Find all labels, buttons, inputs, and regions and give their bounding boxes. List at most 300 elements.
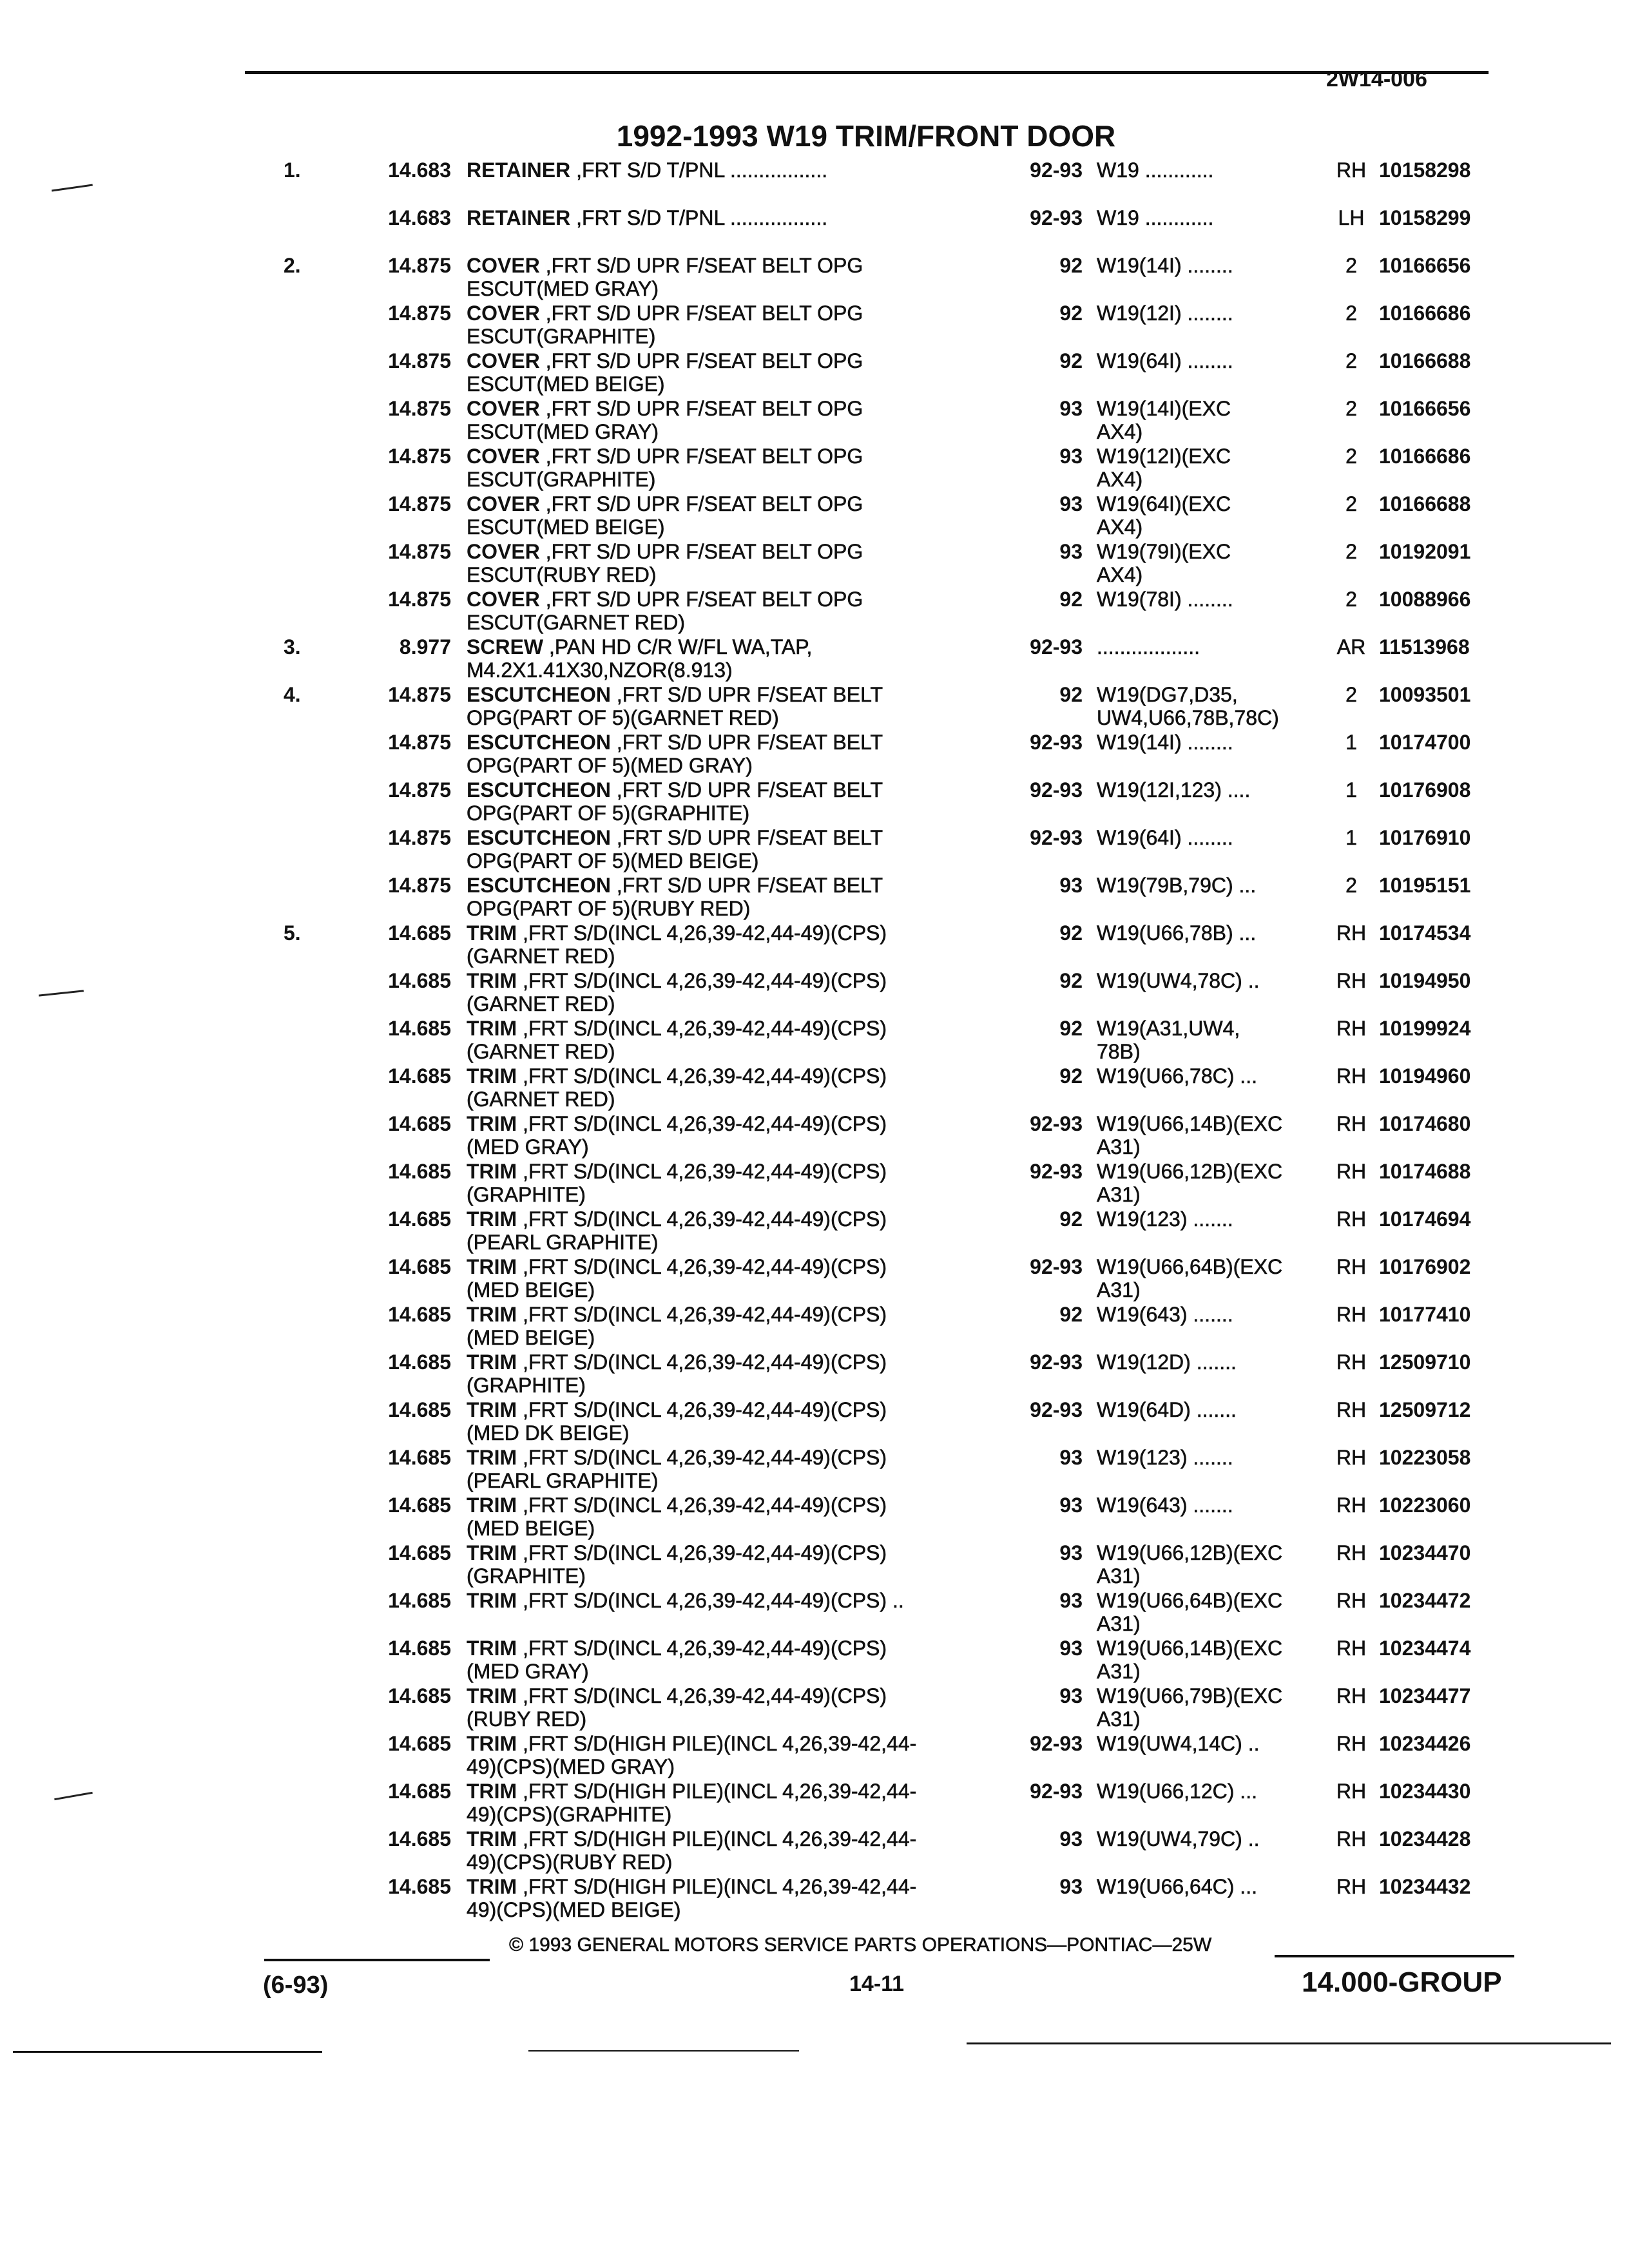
part-detail-cont: (GARNET RED) [467, 1040, 615, 1063]
part-detail: ,FRT S/D(INCL 4,26,39-42,44-49)(CPS) [517, 1255, 887, 1278]
part-detail-cont: (GARNET RED) [467, 1088, 615, 1111]
model-code [1097, 778, 1329, 802]
model-year: 92 [1059, 969, 1083, 992]
part-detail: ,FRT S/D(INCL 4,26,39-42,44-49)(CPS) [517, 1350, 887, 1374]
quantity: RH [1336, 921, 1367, 945]
part-name: COVER [467, 349, 540, 372]
group-number: 14.685 [388, 969, 451, 992]
margin-mark [39, 990, 84, 996]
page-code: 2W14-006 [1326, 67, 1427, 91]
quantity: RH [1336, 1255, 1367, 1278]
model-line-cont: 78B) [1097, 1040, 1141, 1063]
part-row [284, 874, 1508, 921]
group-number: 14.875 [388, 874, 451, 897]
part-detail-cont: ESCUT(MED GRAY) [467, 277, 659, 300]
part-row [284, 1684, 1508, 1732]
model-year: 93 [1059, 1494, 1083, 1517]
group-number: 14.685 [388, 1827, 451, 1850]
part-name: TRIM [467, 969, 517, 992]
part-name: TRIM [467, 1875, 517, 1898]
part-name: ESCUTCHEON [467, 826, 612, 849]
part-number: 12509710 [1379, 1350, 1471, 1374]
part-detail: ,PAN HD C/R W/FL WA,TAP, [543, 635, 813, 658]
part-detail-cont: (GARNET RED) [467, 992, 615, 1015]
part-row [284, 159, 1508, 206]
part-detail-cont: (GARNET RED) [467, 945, 615, 968]
quantity: RH [1336, 1112, 1367, 1135]
part-detail-cont: OPG(PART OF 5)(MED GRAY) [467, 754, 753, 777]
part-detail: ,FRT S/D(INCL 4,26,39-42,44-49)(CPS) [517, 1494, 887, 1517]
margin-mark [54, 1792, 93, 1800]
group-number: 14.875 [388, 731, 451, 754]
quantity: RH [1336, 969, 1367, 992]
part-detail: ,FRT S/D(INCL 4,26,39-42,44-49)(CPS) [517, 921, 887, 945]
part-detail: ,FRT S/D(HIGH PILE)(INCL 4,26,39-42,44- [517, 1732, 917, 1755]
part-detail: ,FRT S/D UPR F/SEAT BELT OPG [539, 397, 863, 420]
part-detail: ,FRT S/D UPR F/SEAT BELT [611, 778, 883, 802]
part-name: TRIM [467, 1494, 517, 1517]
model-code [1097, 1017, 1329, 1063]
model-code [1097, 349, 1329, 372]
quantity: 2 [1345, 874, 1357, 897]
model-line: W19(U66,14B)(EXC [1097, 1637, 1283, 1660]
part-row [284, 1207, 1508, 1255]
group-number: 14.875 [388, 826, 451, 849]
model-year: 93 [1059, 1637, 1083, 1660]
part-row [284, 1589, 1508, 1637]
part-detail-cont: ESCUT(MED BEIGE) [467, 515, 665, 539]
part-name: COVER [467, 302, 540, 325]
quantity: RH [1336, 159, 1367, 182]
model-code [1097, 1446, 1329, 1469]
ref-number: 3. [284, 635, 301, 658]
part-row [284, 1827, 1508, 1875]
model-line: W19(64I) ........ [1097, 349, 1233, 372]
part-detail: ,FRT S/D UPR F/SEAT BELT [611, 874, 883, 897]
model-line-cont: A31) [1097, 1660, 1141, 1683]
part-number: 10234470 [1379, 1541, 1471, 1564]
ref-number: 4. [284, 683, 301, 706]
part-detail-cont: ESCUT(GRAPHITE) [467, 325, 656, 348]
part-name: RETAINER [467, 206, 571, 229]
group-number: 14.685 [388, 1207, 451, 1231]
model-line-cont: AX4) [1097, 468, 1143, 491]
part-name: TRIM [467, 1637, 517, 1660]
model-code [1097, 1160, 1329, 1206]
part-row [284, 1255, 1508, 1303]
part-row [284, 1112, 1508, 1160]
part-name: TRIM [467, 1398, 517, 1421]
quantity: RH [1336, 1160, 1367, 1183]
part-detail-cont: (MED BEIGE) [467, 1326, 595, 1349]
model-year: 92-93 [1030, 1398, 1083, 1421]
group-number: 14.685 [388, 921, 451, 945]
part-number: 10174694 [1379, 1207, 1471, 1231]
model-line: W19(79B,79C) ... [1097, 874, 1257, 897]
part-number: 10234426 [1379, 1732, 1471, 1755]
model-line-cont: AX4) [1097, 515, 1143, 539]
model-line: W19(UW4,79C) .. [1097, 1827, 1260, 1850]
ref-number: 2. [284, 254, 301, 277]
part-name: COVER [467, 540, 540, 563]
model-year: 93 [1059, 1541, 1083, 1564]
group-number: 14.685 [388, 1494, 451, 1517]
model-line: W19 ............ [1097, 159, 1214, 182]
part-detail-cont: ESCUT(MED GRAY) [467, 420, 659, 443]
part-row [284, 302, 1508, 349]
model-code [1097, 254, 1329, 277]
model-year: 93 [1059, 1875, 1083, 1898]
part-detail: ,FRT S/D(INCL 4,26,39-42,44-49)(CPS) [517, 1303, 887, 1326]
model-year: 93 [1059, 874, 1083, 897]
part-detail: ,FRT S/D UPR F/SEAT BELT OPG [539, 349, 863, 372]
part-detail: ,FRT S/D(INCL 4,26,39-42,44-49)(CPS) [517, 1637, 887, 1660]
model-line: W19(DG7,D35, [1097, 683, 1238, 706]
model-line: W19(U66,78B) ... [1097, 921, 1257, 945]
model-line-cont: A31) [1097, 1135, 1141, 1158]
part-name: TRIM [467, 1732, 517, 1755]
quantity: RH [1336, 1589, 1367, 1612]
part-detail-cont: OPG(PART OF 5)(RUBY RED) [467, 897, 751, 920]
part-detail-cont: (MED GRAY) [467, 1660, 589, 1683]
group-number: 14.685 [388, 1255, 451, 1278]
model-year: 92-93 [1030, 1732, 1083, 1755]
group-number: 14.685 [388, 1112, 451, 1135]
part-number: 10176910 [1379, 826, 1471, 849]
part-detail-cont: ESCUT(GRAPHITE) [467, 468, 656, 491]
model-code [1097, 1350, 1329, 1374]
model-year: 92-93 [1030, 159, 1083, 182]
group-number: 14.685 [388, 1684, 451, 1707]
quantity: RH [1336, 1494, 1367, 1517]
model-line: W19(14I)(EXC [1097, 397, 1231, 420]
ref-number: 5. [284, 921, 301, 945]
part-row [284, 1064, 1508, 1112]
model-line: W19(U66,14B)(EXC [1097, 1112, 1283, 1135]
quantity: 1 [1345, 731, 1357, 754]
model-year: 93 [1059, 1827, 1083, 1850]
model-code [1097, 1827, 1329, 1850]
part-detail: ,FRT S/D UPR F/SEAT BELT OPG [539, 492, 863, 515]
bottom-rule [13, 2051, 322, 2053]
part-detail: ,FRT S/D UPR F/SEAT BELT OPG [539, 540, 863, 563]
model-year: 92-93 [1030, 635, 1083, 658]
group-number: 14.685 [388, 1780, 451, 1803]
model-code [1097, 1494, 1329, 1517]
part-number: 10166688 [1379, 492, 1471, 515]
model-code [1097, 683, 1329, 729]
part-row [284, 206, 1508, 254]
part-detail: ,FRT S/D(HIGH PILE)(INCL 4,26,39-42,44- [517, 1875, 917, 1898]
part-name: TRIM [467, 1446, 517, 1469]
model-line: W19(UW4,78C) .. [1097, 969, 1260, 992]
part-row [284, 540, 1508, 588]
part-detail-cont: (GRAPHITE) [467, 1564, 586, 1588]
quantity: 2 [1345, 445, 1357, 468]
part-name: TRIM [467, 1303, 517, 1326]
part-row [284, 683, 1508, 731]
model-code [1097, 1684, 1329, 1731]
quantity: AR [1336, 635, 1366, 658]
part-detail-cont: (MED BEIGE) [467, 1517, 595, 1540]
part-row [284, 349, 1508, 397]
quantity: RH [1336, 1398, 1367, 1421]
quantity: RH [1336, 1780, 1367, 1803]
part-number: 10166686 [1379, 302, 1471, 325]
model-year: 92 [1059, 254, 1083, 277]
group-label: 14.000-GROUP [1302, 1966, 1502, 1998]
part-name: TRIM [467, 1064, 517, 1088]
model-line-cont: A31) [1097, 1612, 1141, 1635]
ref-number: 1. [284, 159, 301, 182]
group-number: 14.685 [388, 1541, 451, 1564]
part-name: SCREW [467, 635, 544, 658]
model-code [1097, 1112, 1329, 1158]
part-row [284, 731, 1508, 778]
model-year: 92-93 [1030, 1112, 1083, 1135]
part-name: TRIM [467, 1780, 517, 1803]
model-line: W19(79I)(EXC [1097, 540, 1231, 563]
part-detail: ,FRT S/D UPR F/SEAT BELT [611, 683, 883, 706]
part-row [284, 445, 1508, 492]
part-name: TRIM [467, 1207, 517, 1231]
part-detail-cont: 49)(CPS)(MED BEIGE) [467, 1898, 681, 1921]
part-detail: ,FRT S/D(INCL 4,26,39-42,44-49)(CPS) [517, 1541, 887, 1564]
model-code [1097, 874, 1329, 897]
quantity: RH [1336, 1827, 1367, 1850]
part-detail-cont: 49)(CPS)(MED GRAY) [467, 1755, 675, 1778]
part-row [284, 826, 1508, 874]
part-name: TRIM [467, 1350, 517, 1374]
part-number: 10174680 [1379, 1112, 1471, 1135]
part-name: TRIM [467, 1684, 517, 1707]
model-line: W19(U66,78C) ... [1097, 1064, 1257, 1088]
part-row [284, 921, 1508, 969]
model-year: 92 [1059, 1017, 1083, 1040]
part-detail-cont: (GRAPHITE) [467, 1183, 586, 1206]
quantity: 2 [1345, 683, 1357, 706]
model-year: 92-93 [1030, 1350, 1083, 1374]
model-line: W19(14I) ........ [1097, 254, 1233, 277]
part-number: 10234428 [1379, 1827, 1471, 1850]
part-detail: ,FRT S/D(INCL 4,26,39-42,44-49)(CPS) [517, 1112, 887, 1135]
model-line-cont: AX4) [1097, 420, 1143, 443]
part-detail: ,FRT S/D UPR F/SEAT BELT OPG [539, 302, 863, 325]
group-number: 14.875 [388, 683, 451, 706]
part-row [284, 1160, 1508, 1207]
quantity: RH [1336, 1446, 1367, 1469]
part-detail: ,FRT S/D(HIGH PILE)(INCL 4,26,39-42,44- [517, 1780, 917, 1803]
model-line-cont: A31) [1097, 1707, 1141, 1731]
part-detail-cont: (PEARL GRAPHITE) [467, 1469, 659, 1492]
part-number: 10223060 [1379, 1494, 1471, 1517]
quantity: RH [1336, 1637, 1367, 1660]
quantity: 1 [1345, 778, 1357, 802]
part-name: TRIM [467, 1589, 517, 1612]
part-number: 10176902 [1379, 1255, 1471, 1278]
group-number: 14.875 [388, 349, 451, 372]
part-name: COVER [467, 492, 540, 515]
model-code [1097, 1637, 1329, 1683]
quantity: 2 [1345, 302, 1357, 325]
part-detail: ,FRT S/D(INCL 4,26,39-42,44-49)(CPS) [517, 1446, 887, 1469]
part-detail: ,FRT S/D(INCL 4,26,39-42,44-49)(CPS) [517, 969, 887, 992]
part-row [284, 1637, 1508, 1684]
part-row [284, 1875, 1508, 1923]
model-line: W19(U66,12C) ... [1097, 1780, 1257, 1803]
part-detail: ,FRT S/D UPR F/SEAT BELT [611, 731, 883, 754]
group-number: 14.683 [388, 206, 451, 229]
model-line: W19(64I)(EXC [1097, 492, 1231, 515]
group-number: 14.875 [388, 588, 451, 611]
group-number: 14.685 [388, 1398, 451, 1421]
model-year: 92 [1059, 921, 1083, 945]
part-number: 10174700 [1379, 731, 1471, 754]
model-code [1097, 1303, 1329, 1326]
part-number: 10158299 [1379, 206, 1471, 229]
part-name: TRIM [467, 1160, 517, 1183]
part-number: 10234472 [1379, 1589, 1471, 1612]
model-year: 92-93 [1030, 1160, 1083, 1183]
part-number: 10194950 [1379, 969, 1471, 992]
part-name: COVER [467, 445, 540, 468]
part-number: 11513968 [1379, 635, 1470, 658]
model-code [1097, 1255, 1329, 1302]
model-line-cont: A31) [1097, 1183, 1141, 1206]
part-row [284, 1780, 1508, 1827]
part-name: ESCUTCHEON [467, 731, 612, 754]
part-detail-cont: 49)(CPS)(RUBY RED) [467, 1850, 673, 1874]
part-detail: ,FRT S/D(HIGH PILE)(INCL 4,26,39-42,44- [517, 1827, 917, 1850]
part-detail: ,FRT S/D(INCL 4,26,39-42,44-49)(CPS) [517, 1160, 887, 1183]
model-year: 92 [1059, 349, 1083, 372]
model-line: W19(64I) ........ [1097, 826, 1233, 849]
part-number: 10166688 [1379, 349, 1471, 372]
part-number: 10194960 [1379, 1064, 1471, 1088]
quantity: LH [1338, 206, 1365, 229]
part-name: COVER [467, 397, 540, 420]
part-row [284, 969, 1508, 1017]
part-name: ESCUTCHEON [467, 874, 612, 897]
group-number: 14.685 [388, 1303, 451, 1326]
part-detail: ,FRT S/D(INCL 4,26,39-42,44-49)(CPS) [517, 1207, 887, 1231]
part-row [284, 588, 1508, 635]
quantity: RH [1336, 1303, 1367, 1326]
quantity: 1 [1345, 826, 1357, 849]
group-number: 14.685 [388, 1160, 451, 1183]
model-line: W19(12D) ....... [1097, 1350, 1237, 1374]
model-line: W19(U66,12B)(EXC [1097, 1541, 1283, 1564]
part-number: 10234430 [1379, 1780, 1471, 1803]
model-line-cont: UW4,U66,78B,78C) [1097, 706, 1279, 729]
part-name: TRIM [467, 1827, 517, 1850]
part-name: TRIM [467, 1541, 517, 1564]
part-number: 10174688 [1379, 1160, 1471, 1183]
model-code [1097, 1064, 1329, 1088]
model-year: 92-93 [1030, 826, 1083, 849]
quantity: 2 [1345, 254, 1357, 277]
model-year: 92-93 [1030, 731, 1083, 754]
quantity: 2 [1345, 492, 1357, 515]
part-number: 10176908 [1379, 778, 1471, 802]
part-detail-cont: (PEARL GRAPHITE) [467, 1231, 659, 1254]
part-number: 10195151 [1379, 874, 1471, 897]
group-number: 14.875 [388, 492, 451, 515]
part-detail-cont: OPG(PART OF 5)(MED BEIGE) [467, 849, 759, 872]
part-number: 12509712 [1379, 1398, 1471, 1421]
margin-mark [52, 184, 93, 192]
part-number: 10166656 [1379, 397, 1471, 420]
part-name: ESCUTCHEON [467, 683, 612, 706]
part-name: COVER [467, 254, 540, 277]
model-code [1097, 492, 1329, 539]
model-year: 92 [1059, 1303, 1083, 1326]
model-code [1097, 921, 1329, 945]
part-row [284, 1303, 1508, 1350]
part-number: 10088966 [1379, 588, 1471, 611]
model-year: 93 [1059, 1446, 1083, 1469]
model-line: W19(12I,123) .... [1097, 778, 1251, 802]
group-number: 8.977 [399, 635, 451, 658]
model-line: .................. [1097, 635, 1200, 658]
model-line: W19(A31,UW4, [1097, 1017, 1240, 1040]
part-row [284, 635, 1508, 683]
part-row [284, 778, 1508, 826]
page-title: 1992-1993 W19 TRIM/FRONT DOOR [616, 119, 1116, 153]
part-number: 10234477 [1379, 1684, 1471, 1707]
model-code [1097, 445, 1329, 491]
group-number: 14.685 [388, 1017, 451, 1040]
model-line: W19(U66,64B)(EXC [1097, 1589, 1283, 1612]
model-code [1097, 1207, 1329, 1231]
part-detail-cont: (GRAPHITE) [467, 1374, 586, 1397]
quantity: RH [1336, 1064, 1367, 1088]
group-number: 14.685 [388, 1637, 451, 1660]
model-line: W19(123) ....... [1097, 1207, 1233, 1231]
part-row [284, 1350, 1508, 1398]
part-number: 10234474 [1379, 1637, 1471, 1660]
part-detail: ,FRT S/D UPR F/SEAT BELT OPG [539, 588, 863, 611]
group-number: 14.875 [388, 540, 451, 563]
model-line-cont: A31) [1097, 1564, 1141, 1588]
model-line: W19(UW4,14C) .. [1097, 1732, 1260, 1755]
quantity: 2 [1345, 540, 1357, 563]
model-year: 93 [1059, 397, 1083, 420]
part-number: 10166686 [1379, 445, 1471, 468]
model-line: W19(78I) ........ [1097, 588, 1233, 611]
quantity: RH [1336, 1350, 1367, 1374]
model-line: W19(14I) ........ [1097, 731, 1233, 754]
model-line: W19(U66,12B)(EXC [1097, 1160, 1283, 1183]
model-year: 92-93 [1030, 778, 1083, 802]
model-code [1097, 731, 1329, 754]
model-year: 92-93 [1030, 206, 1083, 229]
part-detail: ,FRT S/D(INCL 4,26,39-42,44-49)(CPS) [517, 1017, 887, 1040]
group-number: 14.875 [388, 397, 451, 420]
part-row [284, 397, 1508, 445]
quantity: 2 [1345, 397, 1357, 420]
model-code [1097, 969, 1329, 992]
model-code [1097, 1398, 1329, 1421]
part-detail: ,FRT S/D UPR F/SEAT BELT OPG [539, 445, 863, 468]
model-code [1097, 588, 1329, 611]
model-line: W19(64D) ....... [1097, 1398, 1237, 1421]
model-year: 92 [1059, 683, 1083, 706]
model-code [1097, 635, 1329, 658]
model-code [1097, 1732, 1329, 1755]
model-year: 93 [1059, 540, 1083, 563]
part-name: ESCUTCHEON [467, 778, 612, 802]
